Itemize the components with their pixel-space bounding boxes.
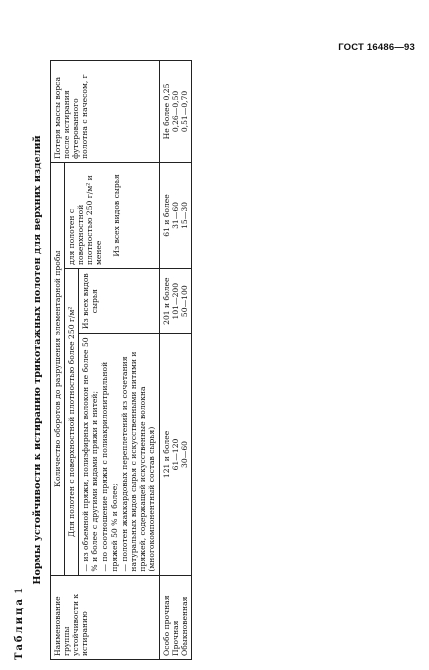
cycles-value: 121 и более: [162, 430, 172, 479]
header-heavy-items: [79, 334, 160, 575]
cell-cycles-heavy-other: [160, 269, 192, 334]
loss-value: 0,51—0,70: [180, 90, 190, 133]
cell-groups: [160, 575, 192, 659]
header-heavy-other: Из всех видов сырья: [79, 269, 160, 334]
table-title: Нормы устойчивости к истиранию трикотажных полотен для верхних изделий: [32, 135, 43, 585]
heavy-item: — полотен жаккардовых переплетений из сочетания натуральных видов сырья с искусственными нитями и пряжей, содержащей искусственные волокна (многокомпонентный состав сырья): [119, 351, 156, 572]
standard-header: ГОСТ 16486—93: [338, 42, 415, 53]
norms-table: [50, 60, 192, 660]
cycles-value: 201 и более: [162, 277, 172, 325]
cycles-value: 15—30: [180, 202, 190, 229]
group-name: Особо прочная: [162, 595, 172, 656]
caption-label: Таблица: [14, 597, 25, 660]
header-group-name: Наименование группы устойчивости к истиранию: [51, 575, 160, 659]
heavy-item: — из объемной пряжи, полиэфирных волокон не более 50 % и более с другими видами пряжи и нитей;: [81, 337, 100, 572]
loss-value: 0,26—0,50: [171, 90, 181, 133]
header-light-sub: Из всех видов сырья: [111, 174, 121, 257]
header-heavy: Для полотен с поверхностной плотностью более 250 г/м²: [65, 269, 79, 576]
group-name: Обыкновенная: [180, 596, 190, 656]
cell-loss: [160, 61, 192, 163]
header-light: [65, 162, 160, 268]
header-loss: Потеря массы ворса после истирания футерованного полотна с начесом, г: [51, 61, 160, 163]
cell-cycles-heavy: [160, 334, 192, 575]
heavy-item: — по соотношение пряжи с полиакрилонитрильной пряжей 50 % и более;: [100, 361, 119, 572]
cell-cycles-light: [160, 162, 192, 268]
cycles-value: 101—200: [171, 282, 181, 320]
rotated-page-content: [14, 60, 409, 660]
header-cycles: Количество оборотов до разрушения элементарной пробы: [51, 162, 65, 575]
caption-number: 1: [14, 587, 25, 594]
table-header-row: [51, 61, 65, 660]
cycles-value: 30—60: [180, 441, 190, 468]
cycles-value: 61—120: [171, 438, 181, 471]
table-data-row: [160, 61, 192, 660]
cycles-value: 31—60: [171, 202, 181, 229]
group-name: Прочная: [171, 620, 181, 656]
cycles-value: 50—100: [180, 285, 190, 318]
table-caption: [14, 588, 25, 661]
cycles-value: 61 и более: [162, 194, 172, 237]
loss-value: Не более 0,25: [162, 83, 172, 140]
header-light-text: для полотен с поверхностной плотностью 250 г/м² и менее: [67, 175, 104, 266]
